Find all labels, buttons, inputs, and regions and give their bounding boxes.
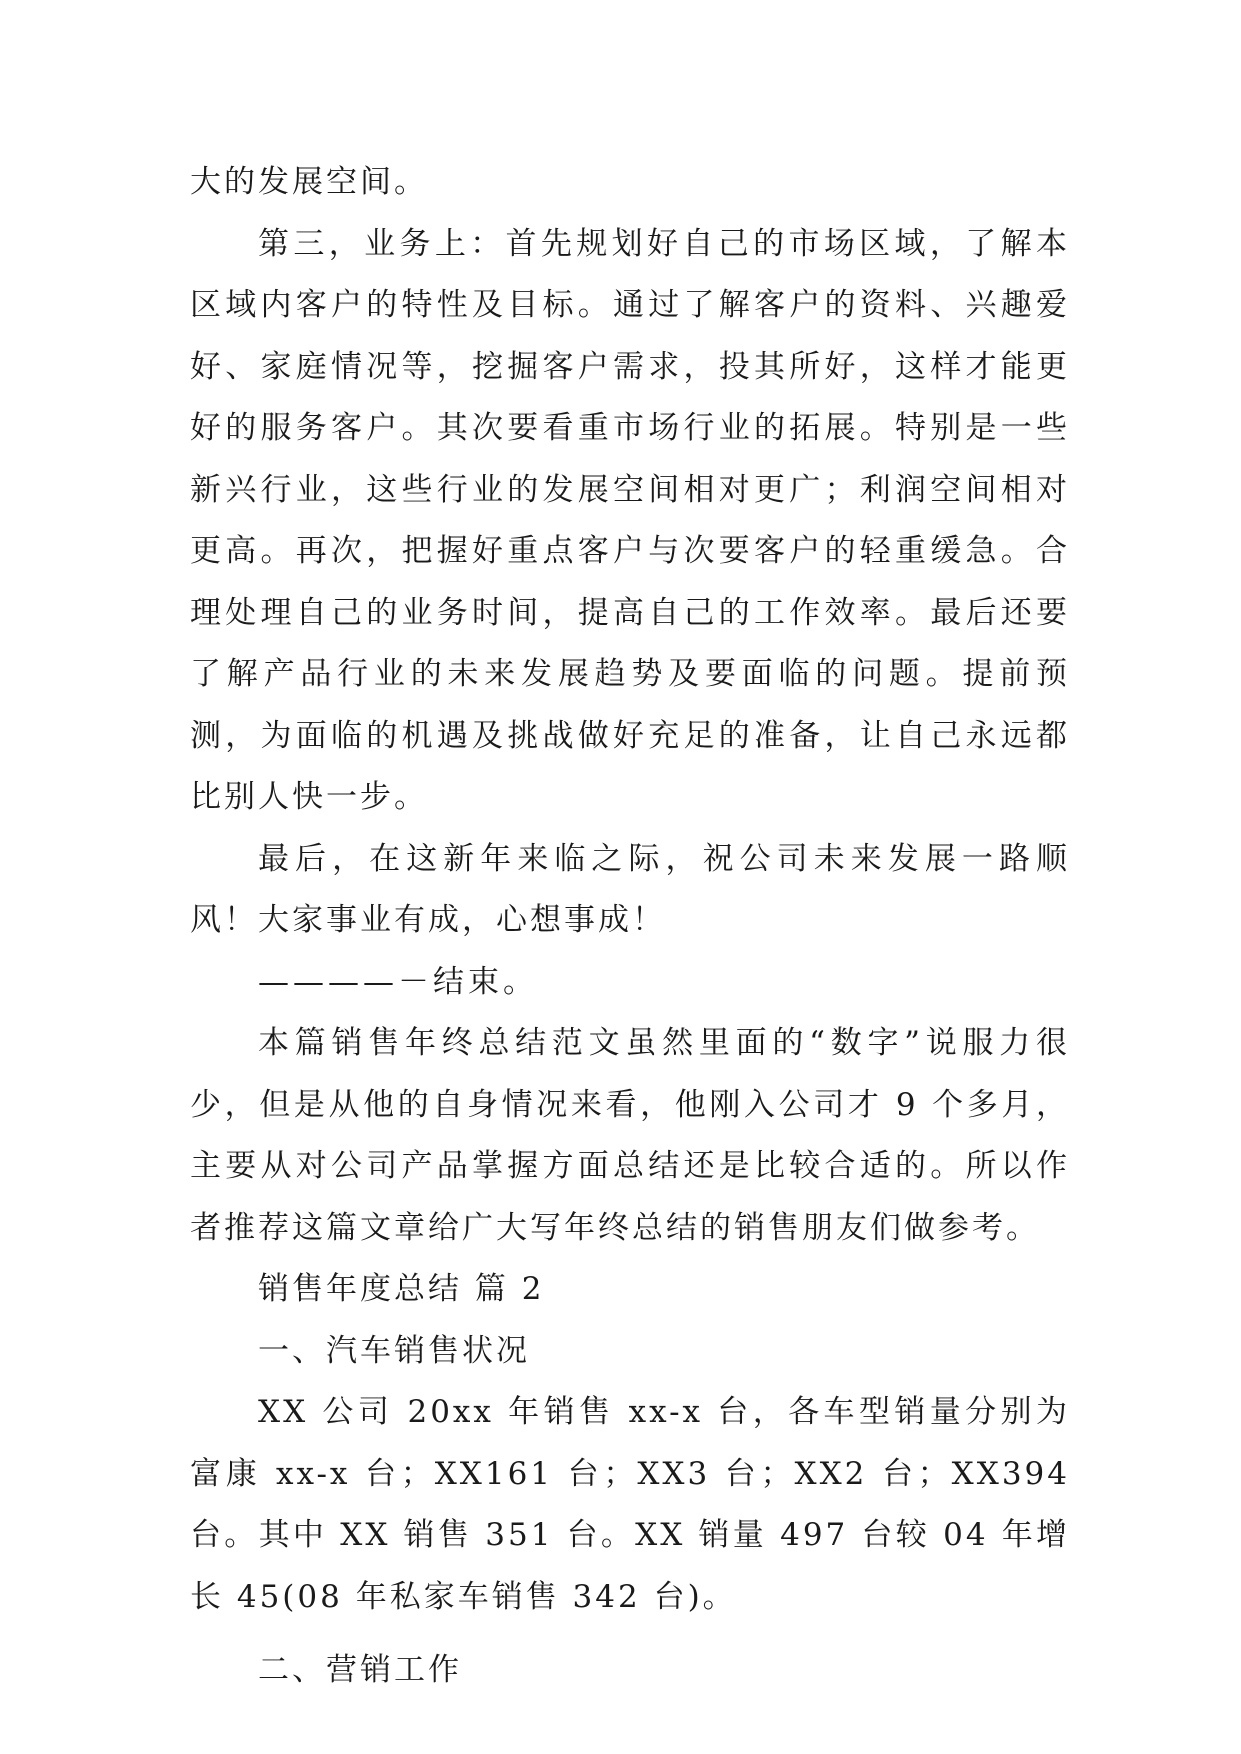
paragraph-end-marker: ————－结束。 xyxy=(258,963,538,1000)
section-heading-part-2: 销售年度总结 篇 2 xyxy=(258,1271,545,1307)
paragraph-business-section: 第三，业务上：首先规划好自己的市场区域，了解本区域内客户的特性及目标。通过了解客户的资料、兴趣爱好、家庭情况等，挖掘客户需求，投其所好，这样才能更好的服务客户。其次要看重市场行业的拓展。特别是一些新兴行业，这些行业的发展空间相对更广；利润空间相对更高。再次，把握好重点客户与次要客户的轻重缓急。合理处理自己的业务时间，提高自己的工作效率。最后还要了解产品行业的未来发展趋势及要面临的问题。提前预测，为面临的机遇及挑战做好充足的准备，让自己永远都比别人快一步。 xyxy=(190,225,1070,815)
document-page xyxy=(190,152,1070,1702)
subheading-marketing-work: 二、营销工作 xyxy=(258,1652,462,1688)
paragraph-continuation: 大的发展空间。 xyxy=(190,164,428,200)
paragraph-closing-wishes: 最后，在这新年来临之际，祝公司未来发展一路顺风！大家事业有成，心想事成！ xyxy=(190,840,1070,938)
subheading-car-sales: 一、汽车销售状况 xyxy=(258,1332,530,1369)
paragraph-sales-figures: XX 公司 20xx 年销售 xx-x 台，各车型销量分别为富康 xx-x 台；XX161 台；XX3 台；XX2 台；XX394 台。其中 XX 销售 351 台。XX 销量 497 台较 04 年增长 45(08 年私家车销售 342 台)。 xyxy=(190,1394,1070,1615)
paragraph-editor-comment: 本篇销售年终总结范文虽然里面的“数字”说服力很少，但是从他的自身情况来看，他刚入公司才 9 个多月，主要从对公司产品掌握方面总结还是比较合适的。所以作者推荐这篇文章给广大写年终总结的销售朋友们做参考。 xyxy=(190,1025,1070,1246)
